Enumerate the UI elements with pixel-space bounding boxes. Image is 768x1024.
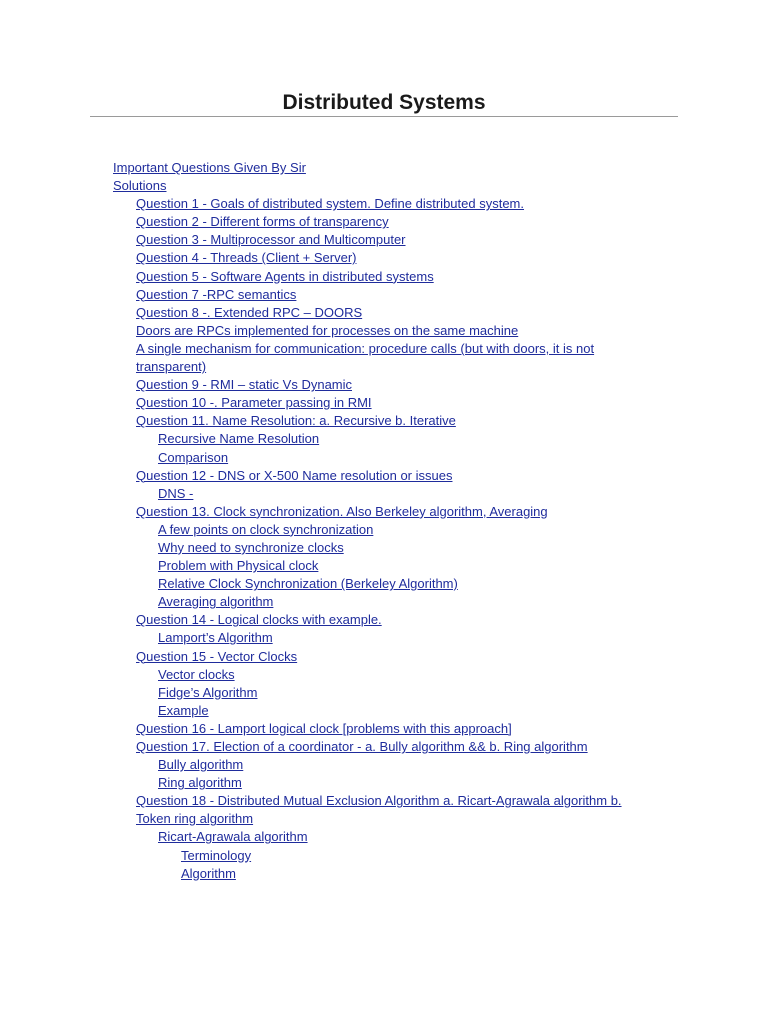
toc-entry [0,666,768,684]
toc-link[interactable]: transparent) [136,359,207,375]
toc-link[interactable]: Question 11. Name Resolution: a. Recursive b. Iterative [136,413,456,429]
toc-link[interactable]: DNS - [158,485,194,501]
toc-entry [0,539,768,557]
toc-entry [0,430,768,448]
toc-entry [0,231,768,249]
toc-link[interactable]: Recursive Name Resolution [158,431,320,447]
toc-link[interactable]: Important Questions Given By Sir [113,160,306,175]
toc-entry [0,828,768,846]
toc-link[interactable]: Comparison [158,449,229,465]
toc-entry [0,792,768,810]
toc-entry [0,756,768,774]
toc-entry [0,304,768,322]
toc-link[interactable]: Averaging algorithm [158,594,274,610]
toc-entry [0,376,768,394]
toc-entry [0,684,768,702]
toc-entry [0,322,768,340]
toc-entry [0,810,768,828]
toc-entry [0,286,768,304]
toc-link[interactable]: Vector clocks [158,666,235,682]
toc-entry [0,521,768,539]
toc-link[interactable]: Question 12 - DNS or X-500 Name resolution or issues [136,467,453,483]
toc-entry [0,412,768,430]
toc-entry [0,629,768,647]
toc-link[interactable]: Question 16 - Lamport logical clock [problems with this approach] [136,720,512,736]
toc-entry [0,449,768,467]
toc-entry [0,865,768,883]
toc-link[interactable]: Question 7 -RPC semantics [136,286,297,302]
toc-entry [0,557,768,575]
toc-entry [0,213,768,231]
toc-link[interactable]: Terminology [181,847,252,863]
toc-link[interactable]: Question 2 - Different forms of transparency [136,214,389,230]
toc-link[interactable]: Doors are RPCs implemented for processes on the same machine [136,322,519,338]
toc-link[interactable]: Question 5 - Software Agents in distributed systems [136,268,434,284]
toc-entry [0,847,768,865]
toc-entry [0,394,768,412]
toc-entry [0,358,768,376]
toc-link[interactable]: A single mechanism for communication: procedure calls (but with doors, it is not [136,340,595,356]
toc-entry [0,774,768,792]
toc-link[interactable]: Question 15 - Vector Clocks [136,648,298,664]
toc-link[interactable]: Question 13. Clock synchronization. Also Berkeley algorithm, Averaging [136,503,548,519]
toc-link[interactable]: A few points on clock synchronization [158,521,374,537]
toc-link[interactable]: Ring algorithm [158,775,242,791]
toc-link[interactable]: Question 17. Election of a coordinator - a. Bully algorithm && b. Ring algorithm [136,739,588,754]
toc-entry [0,249,768,267]
toc-link[interactable]: Question 14 - Logical clocks with example. [136,612,382,628]
toc-link[interactable]: Why need to synchronize clocks [158,539,344,555]
toc-link[interactable]: Solutions [113,178,167,194]
toc-entry [0,702,768,720]
toc-entry [0,177,768,195]
toc-link[interactable]: Token ring algorithm [136,811,254,827]
toc-link[interactable]: Algorithm [181,865,236,881]
toc-entry [0,195,768,213]
toc-entry [0,340,768,358]
toc-entry [0,503,768,521]
toc-link[interactable]: Fidge’s Algorithm [158,684,258,700]
toc-link[interactable]: Example [158,702,209,718]
toc-entry [0,738,768,756]
toc-link[interactable]: Relative Clock Synchronization (Berkeley Algorithm) [158,576,458,592]
toc-link[interactable]: Bully algorithm [158,757,244,773]
toc-link[interactable]: Ricart-Agrawala algorithm [158,829,308,845]
toc-link[interactable]: Lamport’s Algorithm [158,630,273,646]
toc-link[interactable]: Question 9 - RMI – static Vs Dynamic [136,377,353,393]
toc-entry [0,159,768,177]
table-of-contents [0,159,768,883]
toc-entry [0,467,768,485]
toc-link[interactable]: Question 10 -. Parameter passing in RMI [136,395,372,411]
toc-entry [0,268,768,286]
document-title: Distributed Systems [282,91,486,114]
toc-entry [0,575,768,593]
toc-link[interactable]: Problem with Physical clock [158,558,319,574]
toc-entry [0,593,768,611]
toc-link[interactable]: Question 18 - Distributed Mutual Exclusion Algorithm a. Ricart-Agrawala algorithm b. [136,793,622,809]
toc-entry [0,485,768,503]
toc-link[interactable]: Question 3 - Multiprocessor and Multicomputer [136,232,406,248]
toc-entry [0,648,768,666]
toc-link[interactable]: Question 4 - Threads (Client + Server) [136,250,357,266]
toc-entry [0,720,768,738]
toc-link[interactable]: Question 8 -. Extended RPC – DOORS [136,304,363,320]
toc-link[interactable]: Question 1 - Goals of distributed system. Define distributed system. [136,196,525,212]
toc-entry [0,611,768,629]
title-divider [90,116,678,117]
